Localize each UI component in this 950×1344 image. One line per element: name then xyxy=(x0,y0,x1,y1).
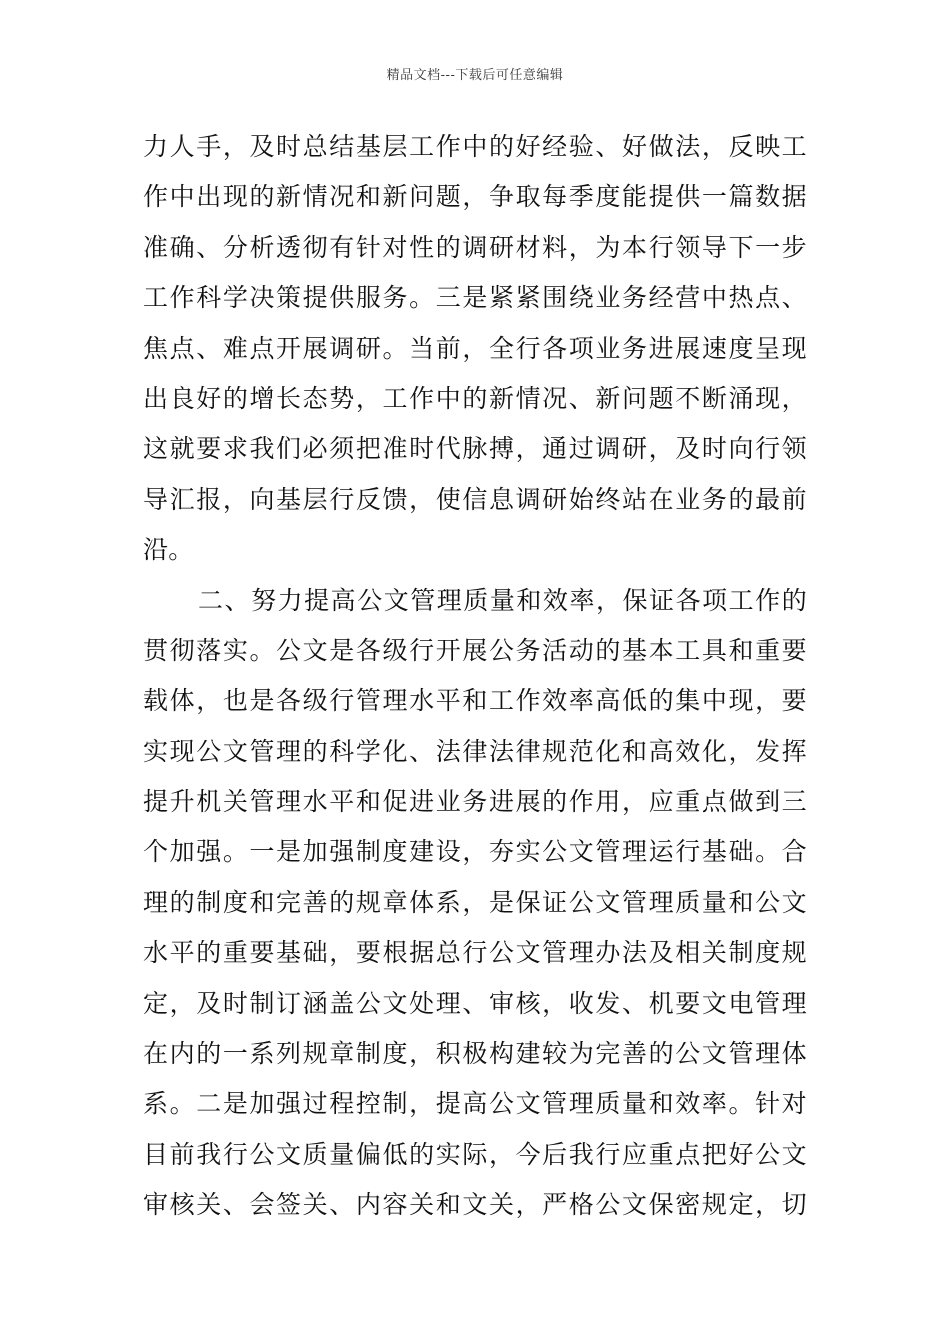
text-line: 水平的重要基础，要根据总行公文管理办法及相关制度规 xyxy=(143,938,807,968)
text-line: 提升机关管理水平和促进业务进展的作用，应重点做到三 xyxy=(143,787,807,817)
text-line: 审核关、会签关、内容关和文关，严格公文保密规定，切 xyxy=(143,1190,807,1220)
document-body xyxy=(143,122,807,1231)
text-line: 工作科学决策提供服务。三是紧紧围绕业务经营中热点、 xyxy=(143,283,807,313)
text-line: 二、努力提高公文管理质量和效率，保证各项工作的 xyxy=(198,585,807,615)
text-line: 定，及时制订涵盖公文处理、审核，收发、机要文电管理 xyxy=(143,988,807,1018)
text-line: 准确、分析透彻有针对性的调研材料，为本行领导下一步 xyxy=(143,232,807,262)
text-line: 沿。 xyxy=(143,535,194,565)
page-header: 精品文档---下载后可任意编辑 xyxy=(386,68,564,83)
text-line: 导汇报，向基层行反馈，使信息调研始终站在业务的最前 xyxy=(143,484,807,514)
text-line: 力人手，及时总结基层工作中的好经验、好做法，反映工 xyxy=(143,132,807,161)
text-line: 个加强。一是加强制度建设，夯实公文管理运行基础。合 xyxy=(143,837,807,867)
text-line: 作中出现的新情况和新问题，争取每季度能提供一篇数据 xyxy=(143,182,807,212)
text-line: 载体，也是各级行管理水平和工作效率高低的集中现，要 xyxy=(143,686,807,716)
text-line: 出良好的增长态势，工作中的新情况、新问题不断涌现， xyxy=(143,383,807,413)
text-line: 在内的一系列规章制度，积极构建较为完善的公文管理体 xyxy=(143,1039,807,1069)
text-line: 目前我行公文质量偏低的实际，今后我行应重点把好公文 xyxy=(143,1139,807,1169)
text-line: 实现公文管理的科学化、法律法律规范化和高效化，发挥 xyxy=(143,736,807,766)
text-line: 焦点、难点开展调研。当前，全行各项业务进展速度呈现 xyxy=(143,333,807,363)
text-line: 理的制度和完善的规章体系，是保证公文管理质量和公文 xyxy=(143,887,807,917)
text-line: 这就要求我们必须把准时代脉搏，通过调研，及时向行领 xyxy=(143,434,807,464)
text-line: 系。二是加强过程控制，提高公文管理质量和效率。针对 xyxy=(143,1089,807,1119)
text-line: 贯彻落实。公文是各级行开展公务活动的基本工具和重要 xyxy=(143,635,807,665)
